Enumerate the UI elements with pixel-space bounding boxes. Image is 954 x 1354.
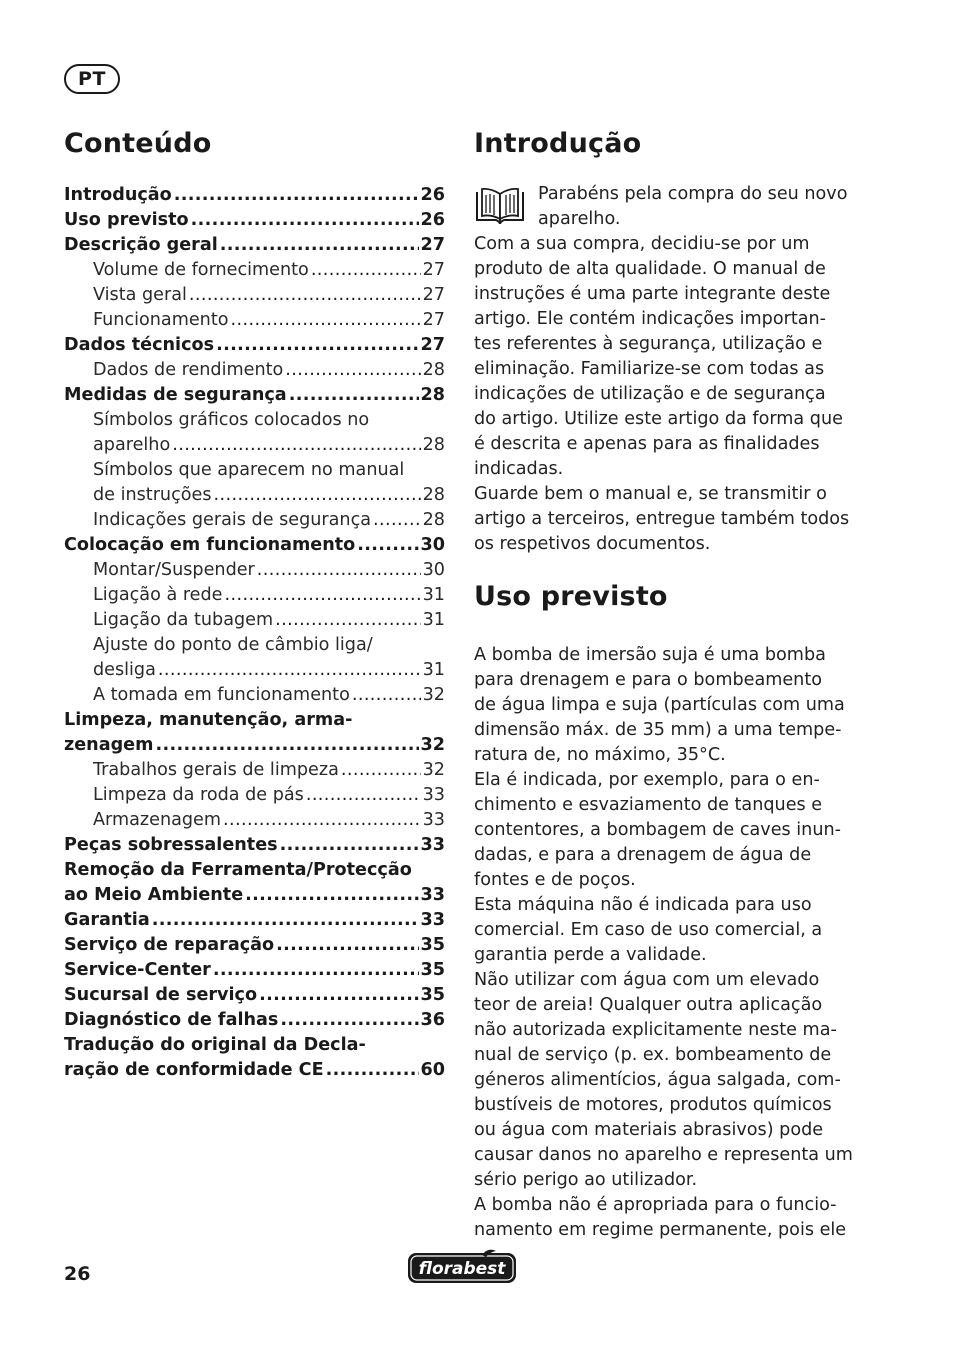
- toc-leader-dots: [225, 583, 421, 608]
- uso-paragraphs: [474, 643, 866, 1243]
- intro-line: do artigo. Utilize este artigo da forma que: [474, 409, 843, 429]
- intro-section: [474, 182, 866, 557]
- toc-entry-text: Funcionamento: [93, 310, 229, 330]
- toc-entry: [64, 908, 445, 933]
- toc-entry: [64, 933, 445, 958]
- uso-line: ou água com materiais abrasivos) pode: [474, 1120, 824, 1140]
- toc-leader-dots: [326, 1058, 419, 1083]
- toc-entry-page: 31: [422, 660, 445, 680]
- intro-title: Introdução: [474, 128, 642, 159]
- toc-entry-text: Service-Center: [64, 960, 211, 980]
- toc-leader-dots: [231, 308, 421, 333]
- uso-line: Esta máquina não é indicada para uso: [474, 895, 812, 915]
- intro-line: tes referentes à segurança, utilização e: [474, 334, 823, 354]
- uso-line: dimensão máx. de 35 mm) a uma tempe-: [474, 720, 842, 740]
- intro-line: Parabéns pela compra do seu novo: [538, 184, 848, 204]
- toc-entry-page: 26: [420, 185, 445, 205]
- toc-leader-dots: [275, 608, 420, 633]
- toc-entry-text: de instruções: [93, 485, 212, 505]
- toc-entry-page: 33: [420, 885, 445, 905]
- content-column: [474, 126, 866, 1243]
- toc-entry: [64, 583, 445, 608]
- toc-leader-dots: [280, 833, 419, 858]
- toc-entry-page: 27: [422, 260, 445, 280]
- intro-line: Guarde bem o manual e, se transmitir o: [474, 484, 827, 504]
- language-badge: PT: [64, 64, 120, 94]
- toc-entry: [64, 308, 445, 333]
- toc-leader-dots: [276, 933, 418, 958]
- intro-line: instruções é uma parte integrante deste: [474, 284, 831, 304]
- uso-line: namento em regime permanente, pois ele: [474, 1220, 847, 1240]
- intro-first-lines: [474, 182, 866, 232]
- toc-entry-text: A tomada em funcionamento: [93, 685, 350, 705]
- toc-entry: [64, 383, 445, 408]
- toc-leader-dots: [174, 183, 419, 208]
- toc-entry: [64, 958, 445, 983]
- toc-entry: [64, 233, 445, 258]
- toc-entry-line: Remoção da Ferramenta/Protecção: [64, 860, 412, 880]
- intro-line: os respetivos documentos.: [474, 534, 711, 554]
- uso-line: nual de serviço (p. ex. bombeamento de: [474, 1045, 832, 1065]
- uso-line: fontes e de poços.: [474, 870, 636, 890]
- toc-entry-page: 35: [420, 985, 445, 1005]
- toc-entry-text: Vista geral: [93, 285, 187, 305]
- toc-entry: [64, 758, 445, 783]
- toc-entry: [64, 358, 445, 383]
- intro-line: indicações de utilização e de segurança: [474, 384, 826, 404]
- toc-entry-page: 31: [422, 585, 445, 605]
- uso-line: de água limpa e suja (partículas com uma: [474, 695, 845, 715]
- intro-line: eliminação. Familiarize-se com todas as: [474, 359, 825, 379]
- intro-line: indicadas.: [474, 459, 564, 479]
- toc-entry: [64, 333, 445, 358]
- toc-leader-dots: [220, 233, 419, 258]
- toc-leader-dots: [214, 483, 421, 508]
- uso-line: géneros alimentícios, água salgada, com-: [474, 1070, 841, 1090]
- toc-leader-dots: [357, 533, 418, 558]
- toc-entry-text: Ligação à rede: [93, 585, 223, 605]
- toc-entry: [64, 683, 445, 708]
- toc-entry-page: 33: [420, 910, 445, 930]
- toc-entry: [64, 608, 445, 633]
- toc-entry-text: desliga: [93, 660, 156, 680]
- toc-entry-page: 32: [422, 760, 445, 780]
- toc-entry-page: 27: [422, 310, 445, 330]
- uso-line: sério perigo ao utilizador.: [474, 1170, 698, 1190]
- uso-line: ratura de, no máximo, 35°C.: [474, 745, 726, 765]
- toc-entry: [64, 833, 445, 858]
- toc-entry-page: 36: [420, 1010, 445, 1030]
- toc-entry: [64, 208, 445, 233]
- toc-entry-text: aparelho: [93, 435, 171, 455]
- toc-leader-dots: [341, 758, 421, 783]
- toc-entry-text: Colocação em funcionamento: [64, 535, 356, 555]
- uso-line: comercial. Em caso de uso comercial, a: [474, 920, 823, 940]
- uso-title: Uso previsto: [474, 581, 668, 612]
- toc-entry-page: 30: [420, 535, 445, 555]
- toc-entry-line: Limpeza, manutenção, arma-: [64, 710, 353, 730]
- toc-entry: [64, 883, 445, 908]
- toc-entry-page: 33: [420, 835, 445, 855]
- toc-entry-page: 28: [422, 435, 445, 455]
- toc-entry-text: Dados técnicos: [64, 335, 215, 355]
- toc-entry: [64, 558, 445, 583]
- toc-entry: [64, 258, 445, 283]
- intro-line: artigo. Ele contém indicações importan-: [474, 309, 827, 329]
- toc-leader-dots: [213, 958, 419, 983]
- intro-paragraphs: [474, 232, 866, 557]
- table-of-contents: [64, 183, 445, 1083]
- toc-leader-dots: [158, 658, 421, 683]
- uso-line: A bomba não é apropriada para o funcio-: [474, 1195, 837, 1215]
- toc-leader-dots: [152, 908, 419, 933]
- toc-leader-dots: [257, 558, 421, 583]
- toc-leader-dots: [155, 733, 418, 758]
- toc-entry-line: Ajuste do ponto de câmbio liga/: [93, 635, 373, 655]
- toc-entry-page: 31: [422, 610, 445, 630]
- uso-line: contentores, a bombagem de caves inun-: [474, 820, 841, 840]
- toc-entry: [64, 1008, 445, 1033]
- toc-entry-page: 28: [420, 385, 445, 405]
- toc-entry-page: 35: [420, 960, 445, 980]
- toc-entry-text: Serviço de reparação: [64, 935, 275, 955]
- toc-entry-text: Uso previsto: [64, 210, 189, 230]
- toc-leader-dots: [311, 258, 421, 283]
- toc-entry: [64, 783, 445, 808]
- uso-line: A bomba de imersão suja é uma bomba: [474, 645, 826, 665]
- uso-line: chimento e esvaziamento de tanques e: [474, 795, 823, 815]
- toc-entry-page: 33: [422, 810, 445, 830]
- intro-line: artigo a terceiros, entregue também todos: [474, 509, 850, 529]
- toc-entry: [64, 483, 445, 508]
- toc-leader-dots: [189, 283, 421, 308]
- uso-line: não autorizada explicitamente neste ma-: [474, 1020, 837, 1040]
- toc-entry: [64, 658, 445, 683]
- toc-leader-dots: [191, 208, 419, 233]
- toc-leader-dots: [285, 358, 420, 383]
- toc-title: Conteúdo: [64, 128, 212, 159]
- uso-line: Ela é indicada, por exemplo, para o en-: [474, 770, 820, 790]
- toc-entry-text: Trabalhos gerais de limpeza: [93, 760, 339, 780]
- toc-entry: [64, 808, 445, 833]
- toc-entry-text: Diagnóstico de falhas: [64, 1010, 279, 1030]
- toc-leader-dots: [289, 383, 419, 408]
- uso-line: garantia perde a validade.: [474, 945, 707, 965]
- toc-entry-page: 28: [422, 510, 445, 530]
- toc-entry-page: 26: [420, 210, 445, 230]
- toc-entry-text: Volume de fornecimento: [93, 260, 309, 280]
- toc-entry-page: 28: [422, 485, 445, 505]
- toc-leader-dots: [373, 508, 421, 533]
- intro-line: produto de alta qualidade. O manual de: [474, 259, 826, 279]
- toc-entry-page: 30: [422, 560, 445, 580]
- toc-leader-dots: [259, 983, 418, 1008]
- toc-entry-text: Peças sobressalentes: [64, 835, 278, 855]
- toc-entry-text: Dados de rendimento: [93, 360, 284, 380]
- toc-entry-text: Introdução: [64, 185, 172, 205]
- toc-entry: [64, 283, 445, 308]
- toc-leader-dots: [306, 783, 421, 808]
- toc-entry-line: Tradução do original da Decla-: [64, 1035, 366, 1055]
- intro-line: é descrita e apenas para as finalidades: [474, 434, 820, 454]
- toc-entry-text: Descrição geral: [64, 235, 218, 255]
- toc-entry-page: 32: [422, 685, 445, 705]
- uso-line: Não utilizar com água com um elevado: [474, 970, 820, 990]
- toc-entry-text: Indicações gerais de segurança: [93, 510, 372, 530]
- toc-entry-text: Limpeza da roda de pás: [93, 785, 304, 805]
- toc-leader-dots: [352, 683, 421, 708]
- toc-entry-text: Ligação da tubagem: [93, 610, 274, 630]
- toc-entry-page: 28: [422, 360, 445, 380]
- toc-entry-line: Símbolos gráficos colocados no: [93, 410, 370, 430]
- toc-entry-text: ração de conformidade CE: [64, 1060, 324, 1080]
- toc-entry: [64, 1058, 445, 1083]
- toc-leader-dots: [280, 1008, 418, 1033]
- toc-leader-dots: [216, 333, 418, 358]
- intro-line: Com a sua compra, decidiu-se por um: [474, 234, 810, 254]
- toc-entry-text: Sucursal de serviço: [64, 985, 258, 1005]
- toc-leader-dots: [223, 808, 421, 833]
- toc-entry-page: 33: [422, 785, 445, 805]
- toc-entry-text: Garantia: [64, 910, 150, 930]
- uso-line: dadas, e para a drenagem de água de: [474, 845, 812, 865]
- page-number: 26: [64, 1263, 91, 1285]
- toc-entry: [64, 533, 445, 558]
- toc-entry: [64, 733, 445, 758]
- toc-entry-text: Armazenagem: [93, 810, 222, 830]
- intro-line: aparelho.: [538, 209, 621, 229]
- toc-entry: [64, 433, 445, 458]
- toc-entry-text: ao Meio Ambiente: [64, 885, 244, 905]
- toc-entry-page: 27: [422, 285, 445, 305]
- toc-entry-page: 60: [420, 1060, 445, 1080]
- uso-line: para drenagem e para o bombeamento: [474, 670, 823, 690]
- toc-entry-text: zenagem: [64, 735, 154, 755]
- florabest-logo: [406, 1249, 518, 1285]
- toc-entry-page: 27: [420, 235, 445, 255]
- toc-entry-text: Montar/Suspender: [93, 560, 255, 580]
- toc-entry-text: Medidas de segurança: [64, 385, 287, 405]
- toc-entry: [64, 183, 445, 208]
- toc-leader-dots: [245, 883, 418, 908]
- toc-entry: [64, 983, 445, 1008]
- toc-entry: [64, 508, 445, 533]
- uso-line: teor de areia! Qualquer outra aplicação: [474, 995, 823, 1015]
- uso-line: causar danos no aparelho e representa um: [474, 1145, 853, 1165]
- toc-entry-line: Símbolos que aparecem no manual: [93, 460, 405, 480]
- toc-entry-page: 27: [420, 335, 445, 355]
- book-icon: [474, 186, 526, 226]
- toc-entry-page: 32: [420, 735, 445, 755]
- toc-column: [64, 126, 445, 1083]
- toc-leader-dots: [172, 433, 420, 458]
- toc-entry-page: 35: [420, 935, 445, 955]
- uso-line: bustíveis de motores, produtos químicos: [474, 1095, 832, 1115]
- logo-text: florabest: [418, 1259, 506, 1279]
